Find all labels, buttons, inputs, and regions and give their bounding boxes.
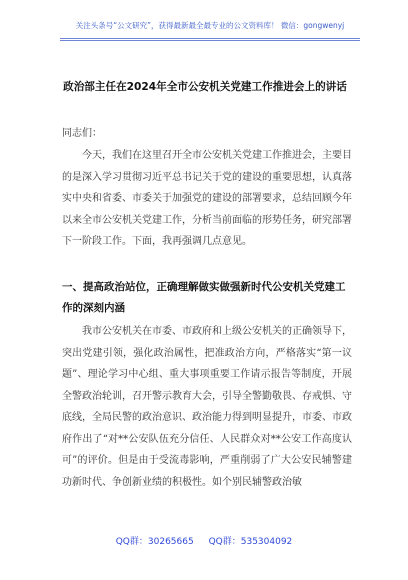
intro-paragraph: 今天，我们在这里召开全市公安机关党建工作推进会，主要目的是深入学习贯彻习近平总书记关于党的建设的重要思想，认真落实中央和省委、市委关于加强党的建设的部署要求，总结回顾今年以来全市公安机关党建工作，分析当前面临的形势任务，研究部署下一阶段工作。下面，我再强调几点意见。	[62, 150, 352, 247]
footer-qq-group-1: QQ群：30265665	[115, 537, 194, 547]
salutation: 同志们：	[62, 128, 102, 139]
banner-rule-bottom	[60, 40, 360, 41]
body-paragraph: 我市公安机关在市委、市政府和上级公安机关的正确领导下，突出党建引领，强化政治属性，把准政治方向，严格落实“第一议题”、理论学习中心组、重大事项重要工作请示报告等制度，开展全警政治轮训，召开警示教育大会，引导全警勤敬畏、存戒惧、守底线，全局民警的政治意识、政治能力得到明显提升，市委、市政府作出了“对**公安队伍充分信任、人民群众对**公安工作高度认可”的评价。但是由于受流毒影响，严重削弱了广大公安民辅警建功新时代、争创新业绩的积极性。如个别民辅警政治敏	[62, 326, 352, 488]
header-banner	[60, 20, 360, 32]
footer-qq-group-2: QQ群：535304092	[208, 537, 293, 547]
banner-text: 关注头条号“公文研究”，获得最新最全最专业的公文资料库！ 微信：gongwenyj	[75, 21, 345, 30]
section-heading: 一、提高政治站位，正确理解做实做强新时代公安机关党建工作的深刻内涵	[62, 281, 346, 314]
document-title: 政治部主任在2024年全市公安机关党建工作推进会上的讲话	[63, 81, 347, 93]
footer-contact	[0, 534, 408, 547]
banner-rule-top	[60, 38, 360, 39]
